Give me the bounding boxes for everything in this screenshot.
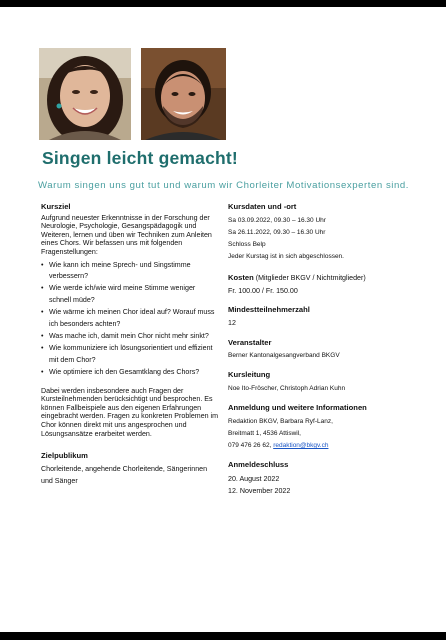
bottom-border <box>0 632 446 640</box>
veranstalter-heading: Veranstalter <box>228 337 272 347</box>
list-item: • Wie kann ich meine Sprech- und Singstimme verbessern? <box>41 260 219 284</box>
kosten-value: Fr. 100.00 / Fr. 150.00 <box>228 286 298 295</box>
anmeldung-section <box>228 404 408 452</box>
min-section <box>228 306 408 330</box>
anmeldung-phone: 079 476 26 62, <box>228 442 274 450</box>
anmeldeschluss-date-2: 12. November 2022 <box>228 487 291 496</box>
kursdaten-heading: Kursdaten und -ort <box>228 202 297 211</box>
left-column <box>41 203 219 487</box>
portrait-woman-photo <box>39 48 131 140</box>
page-title: Singen leicht gemacht! <box>42 148 238 168</box>
zielpublikum-text: Chorleitende, angehende Chorleitende, Sängerinnen und Sänger <box>41 464 208 485</box>
anmeldung-line-2: Breitmatt 1, 4536 Attiswil, <box>228 430 301 437</box>
kursleitung-heading: Kursleitung <box>228 370 271 380</box>
anmeldeschluss-section <box>228 461 408 497</box>
page-subtitle: Warum singen uns gut tut und warum wir Chorleiter Motivationsexperten sind. <box>38 180 409 191</box>
portrait-man-icon <box>141 48 226 140</box>
anmeldeschluss-date-1: 20. August 2022 <box>228 475 280 483</box>
portrait-woman-icon <box>39 48 131 140</box>
closing-text: Dabei werden insbesondere auch Fragen der Kursteilnehmenden berücksichtigt und besprochen. Es können Fallbeispiele aus den eigenen Erfahrungen eingebracht werden. Fragen zu konkreten Problemen im Chor können direkt mit uns angesprochen und Lösungsansätze erarbeitet werden. <box>41 386 219 438</box>
right-column <box>228 203 408 497</box>
email-link[interactable]: redaktion@bkgv.ch <box>273 442 329 450</box>
anmeldung-line-1: Redaktion BKGV, Barbara Ryf-Lanz, <box>228 417 333 425</box>
list-item: • Wie wärme ich meinen Chor ideal auf? Worauf muss ich besonders achten? <box>41 307 219 331</box>
list-item: • Wie werde ich/wie wird meine Stimme weniger schnell müde? <box>41 283 219 307</box>
anmeldeschluss-heading: Anmeldeschluss <box>228 460 289 470</box>
course-date-1: Sa 03.09.2022, 09.30 – 16.30 Uhr <box>228 216 326 224</box>
course-note: Jeder Kurstag ist in sich abgeschlossen. <box>228 253 344 261</box>
kursleitung-value: Noe Ito-Fröscher, Christoph Adrian Kuhn <box>228 385 346 392</box>
kursziel-heading: Kursziel <box>41 202 71 211</box>
portrait-man-photo <box>141 48 226 140</box>
kosten-subheading: (Mitglieder BKGV / Nichtmitglieder) <box>253 274 366 283</box>
zielpublikum-heading: Zielpublikum <box>41 451 88 461</box>
questions-list <box>41 260 219 379</box>
course-date-2: Sa 26.11.2022, 09.30 – 16.30 Uhr <box>228 228 326 236</box>
veranstalter-section <box>228 339 408 363</box>
min-heading: Mindestteilnehmerzahl <box>228 304 310 314</box>
list-item: • Wie kommuniziere ich lösungsorientiert und effizient mit dem Chor? <box>41 343 219 367</box>
min-value: 12 <box>228 319 236 328</box>
kosten-section <box>228 272 408 296</box>
list-item: • Wie optimiere ich den Gesamtklang des Chors? <box>41 367 219 379</box>
list-item: • Was mache ich, damit mein Chor nicht mehr sinkt? <box>41 331 219 343</box>
kursziel-text: Aufgrund neuester Erkenntnisse in der Forschung der Neurologie, Psychologie, Gesangspädagogik und Weiteren, lernen und üben wir Techniken zum Anleiten eines Chors. Wir befassen uns mit folgenden Fragenstellungen: <box>41 213 212 256</box>
course-location: Schloss Belp <box>228 241 266 248</box>
top-border <box>0 0 446 7</box>
kursleitung-section <box>228 371 408 395</box>
veranstalter-value: Berner Kantonalgesangverband BKGV <box>228 352 340 360</box>
anmeldung-heading: Anmeldung und weitere Informationen <box>228 403 367 413</box>
kosten-heading: Kosten <box>228 273 254 283</box>
